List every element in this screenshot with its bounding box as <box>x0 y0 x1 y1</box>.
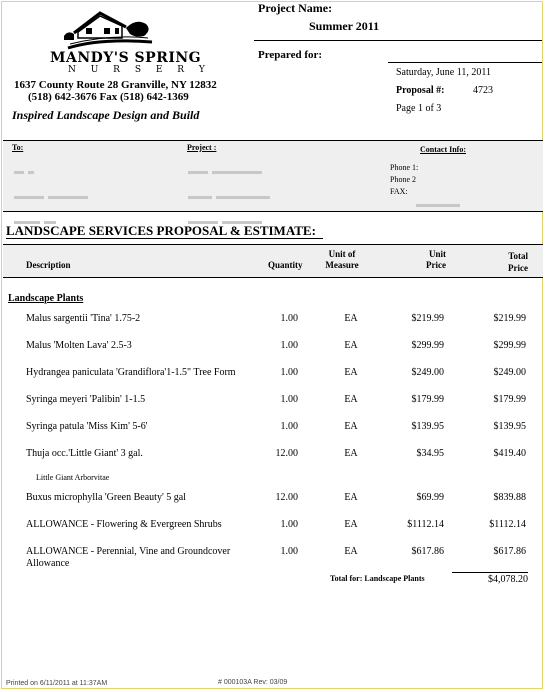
row-description: Thuja occ.'Little Giant' 3 gal. <box>26 448 143 459</box>
row-unit-price: $139.95 <box>411 421 444 432</box>
fax-label: FAX: <box>390 187 408 196</box>
phone1-label: Phone 1: <box>390 163 419 172</box>
col-description-header: Description <box>26 260 71 270</box>
company-address: 1637 County Route 28 Granville, NY 12832 <box>14 79 217 91</box>
row-description: ALLOWANCE - Flowering & Evergreen Shrubs <box>26 519 222 530</box>
row-uom: EA <box>344 448 358 459</box>
contact-info-label: Contact Info: <box>420 145 466 154</box>
prepared-for-label: Prepared for: <box>258 49 323 61</box>
row-unit-price: $179.99 <box>411 394 444 405</box>
row-uom: EA <box>344 546 358 557</box>
redacted-contact <box>416 196 464 214</box>
page-info: Page 1 of 3 <box>396 103 442 114</box>
row-note: Little Giant Arborvitae <box>36 473 110 482</box>
proposal-number: 4723 <box>473 85 493 96</box>
row-uom: EA <box>344 519 358 530</box>
row-description: Hydrangea paniculata 'Grandiflora'1-1.5" Tree Form <box>26 367 236 378</box>
company-tagline: Inspired Landscape Design and Build <box>12 108 200 122</box>
row-uom: EA <box>344 340 358 351</box>
col-total-price-header-line1: Total <box>508 251 528 261</box>
row-description: Malus 'Molten Lava' 2.5-3 <box>26 340 132 351</box>
row-unit-price: $219.99 <box>411 313 444 324</box>
col-unit-price-header-line1: Unit <box>428 249 446 259</box>
to-label: To: <box>12 143 24 152</box>
total-rule <box>452 572 528 573</box>
total-label: Total for: Landscape Plants <box>330 574 425 583</box>
row-quantity: 1.00 <box>280 340 298 351</box>
row-description: Malus sargentii 'Tina' 1.75-2 <box>26 313 141 324</box>
row-unit-price: $69.99 <box>416 492 444 503</box>
row-description: Syringa patula 'Miss Kim' 5-6' <box>26 421 148 432</box>
printed-on: Printed on 6/11/2011 at 11:37AM <box>6 680 108 687</box>
col-total-price-header-line2: Price <box>508 263 528 273</box>
row-total-price: $249.00 <box>493 367 526 378</box>
row-uom: EA <box>344 492 358 503</box>
row-description: Buxus microphylla 'Green Beauty' 5 gal <box>26 492 186 503</box>
company-subtitle: N U R S E R Y <box>68 65 211 75</box>
row-quantity: 1.00 <box>280 367 298 378</box>
row-total-price: $179.99 <box>493 394 526 405</box>
row-quantity: 12.00 <box>275 492 298 503</box>
row-unit-price: $617.86 <box>411 546 444 557</box>
row-description: Syringa meyeri 'Palibin' 1-1.5 <box>26 394 146 405</box>
row-description-line2: Allowance <box>26 558 70 569</box>
row-total-price: $617.86 <box>493 546 526 557</box>
row-uom: EA <box>344 421 358 432</box>
row-uom: EA <box>344 394 358 405</box>
project-name-value: Summer 2011 <box>309 19 380 33</box>
row-quantity: 1.00 <box>280 546 298 557</box>
row-unit-price: $249.00 <box>411 367 444 378</box>
col-uom-header-line2: Measure <box>325 260 359 270</box>
company-phone: (518) 642-3676 Fax (518) 642-1369 <box>28 91 189 103</box>
phone2-label: Phone 2 <box>390 175 416 184</box>
row-quantity: 1.00 <box>280 421 298 432</box>
company-name: MANDY'S SPRING <box>50 50 202 66</box>
header-divider <box>254 40 542 41</box>
proposal-number-label: Proposal #: <box>396 85 445 96</box>
row-total-price: $1112.14 <box>489 519 526 530</box>
house-logo-icon <box>60 8 160 52</box>
redacted-address <box>14 163 122 256</box>
section-title: Landscape Plants <box>8 293 84 304</box>
row-total-price: $139.95 <box>493 421 526 432</box>
row-quantity: 1.00 <box>280 519 298 530</box>
row-quantity: 1.00 <box>280 394 298 405</box>
row-unit-price: $1112.14 <box>407 519 444 530</box>
row-description: ALLOWANCE - Perennial, Vine and Groundcover <box>26 546 231 557</box>
col-quantity-header: Quantity <box>268 260 303 270</box>
row-total-price: $839.88 <box>493 492 526 503</box>
project-label: Project : <box>187 143 217 152</box>
title-underline <box>6 238 323 239</box>
row-total-price: $219.99 <box>493 313 526 324</box>
row-quantity: 1.00 <box>280 313 298 324</box>
row-uom: EA <box>344 313 358 324</box>
header-divider-right <box>388 62 542 63</box>
proposal-date: Saturday, June 11, 2011 <box>396 67 491 78</box>
total-value: $4,078.20 <box>488 574 528 585</box>
form-number: # 000103A Rev: 03/09 <box>218 679 288 686</box>
col-unit-price-header-line2: Price <box>426 260 446 270</box>
row-unit-price: $299.99 <box>411 340 444 351</box>
proposal-title: LANDSCAPE SERVICES PROPOSAL & ESTIMATE: <box>6 223 316 238</box>
col-uom-header-line1: Unit of <box>328 249 356 259</box>
row-unit-price: $34.95 <box>416 448 444 459</box>
project-name-label: Project Name: <box>258 1 333 15</box>
row-total-price: $299.99 <box>493 340 526 351</box>
row-total-price: $419.40 <box>493 448 526 459</box>
row-uom: EA <box>344 367 358 378</box>
row-quantity: 12.00 <box>275 448 298 459</box>
redacted-project <box>188 163 274 256</box>
